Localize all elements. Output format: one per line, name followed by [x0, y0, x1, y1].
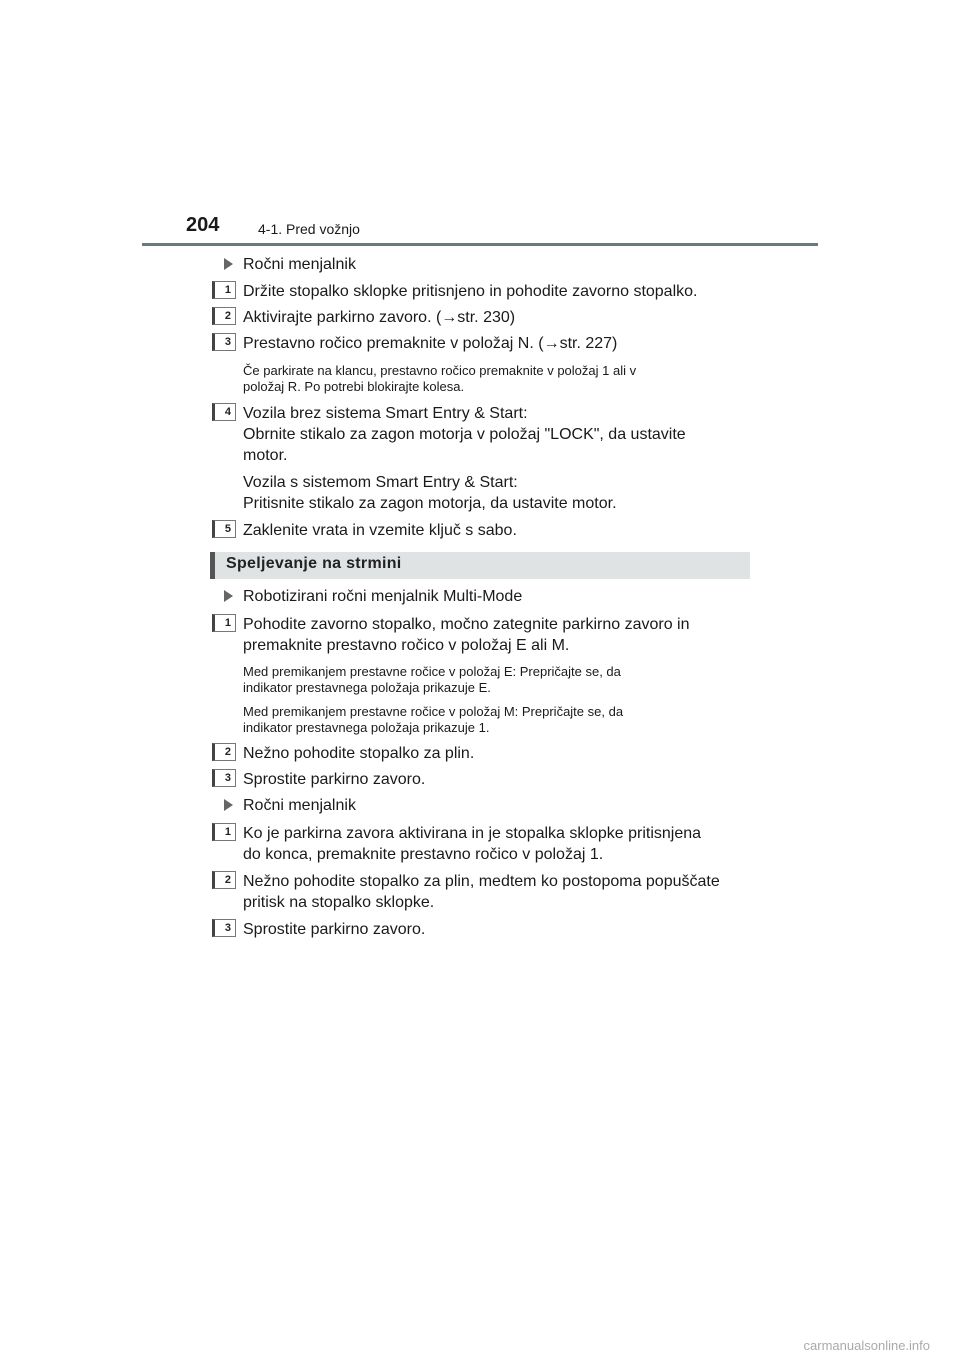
step-number: 4 — [212, 403, 236, 421]
step-number: 5 — [212, 520, 236, 538]
note-text: Če parkirate na klancu, prestavno ročico premaknite v položaj 1 ali v — [243, 363, 637, 378]
step-number: 2 — [212, 871, 236, 889]
subheading-multimode: Robotizirani ročni menjalnik Multi-Mode — [243, 588, 523, 605]
note-text: indikator prestavnega položaja prikazuje E. — [243, 680, 491, 695]
step-number: 1 — [212, 823, 236, 841]
step-text: Nežno pohodite stopalko za plin. — [243, 745, 475, 762]
step-text: Sprostite parkirno zavoro. — [243, 771, 426, 788]
step-number: 3 — [212, 333, 236, 351]
step-text: Pohodite zavorno stopalko, močno zategnite parkirno zavoro in — [243, 616, 690, 633]
subheading-manual-transmission: Ročni menjalnik — [243, 256, 356, 273]
triangle-bullet-icon — [224, 799, 233, 811]
step-text: Ko je parkirna zavora aktivirana in je stopalka sklopke pritisnjena — [243, 825, 702, 842]
step-text: Vozila s sistemom Smart Entry & Start: — [243, 474, 518, 491]
step-text: motor. — [243, 447, 288, 464]
watermark: carmanualsonline.info — [803, 1338, 930, 1353]
note-text: indikator prestavnega položaja prikazuje 1. — [243, 720, 490, 735]
step-text: Aktivirajte parkirno zavoro. (→str. 230) — [243, 309, 516, 326]
step-text: Sprostite parkirno zavoro. — [243, 921, 426, 938]
section-heading-band — [210, 552, 750, 579]
note-text: Med premikanjem prestavne ročice v položaj E: Prepričajte se, da — [243, 664, 621, 679]
note-text: položaj R. Po potrebi blokirajte kolesa. — [243, 379, 465, 394]
page-number: 204 — [186, 214, 220, 236]
step-text: Obrnite stikalo za zagon motorja v položaj "LOCK", da ustavite — [243, 426, 686, 443]
section-heading: Speljevanje na strmini — [226, 555, 402, 572]
triangle-bullet-icon — [224, 258, 233, 270]
step-text: Prestavno ročico premaknite v položaj N. (→str. 227) — [243, 335, 618, 352]
step-text: Pritisnite stikalo za zagon motorja, da ustavite motor. — [243, 495, 617, 512]
step-text: Vozila brez sistema Smart Entry & Start: — [243, 405, 528, 422]
step-text: Držite stopalko sklopke pritisnjeno in pohodite zavorno stopalko. — [243, 283, 698, 300]
step-text: do konca, premaknite prestavno ročico v položaj 1. — [243, 846, 604, 863]
step-number: 2 — [212, 307, 236, 325]
step-text: premaknite prestavno ročico v položaj E ali M. — [243, 637, 570, 654]
step-text: Nežno pohodite stopalko za plin, medtem ko postopoma popuščate — [243, 873, 720, 890]
step-number: 1 — [212, 614, 236, 632]
step-number: 1 — [212, 281, 236, 299]
subheading-manual-transmission-2: Ročni menjalnik — [243, 797, 356, 814]
step-text: Zaklenite vrata in vzemite ključ s sabo. — [243, 522, 517, 539]
header-divider — [142, 243, 818, 246]
section-title: 4-1. Pred vožnjo — [258, 221, 360, 237]
step-text: pritisk na stopalko sklopke. — [243, 894, 435, 911]
step-number: 3 — [212, 919, 236, 937]
step-number: 2 — [212, 743, 236, 761]
triangle-bullet-icon — [224, 590, 233, 602]
note-text: Med premikanjem prestavne ročice v položaj M: Prepričajte se, da — [243, 704, 624, 719]
step-number: 3 — [212, 769, 236, 787]
